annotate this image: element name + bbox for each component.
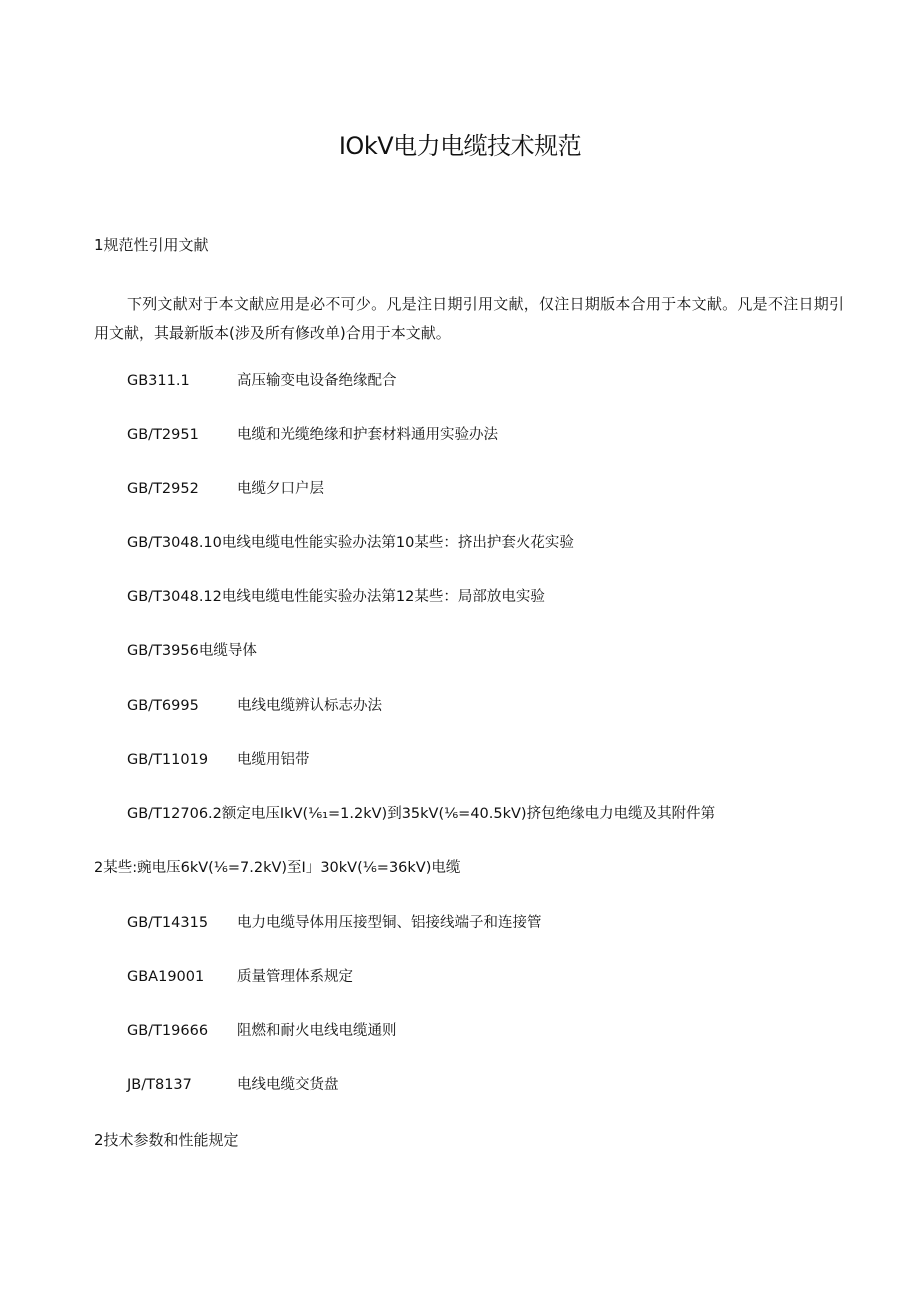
section-heading-normative-references: 1规范性引用文献 xyxy=(94,236,209,254)
reference-code: GB/T12706.2 xyxy=(127,806,222,822)
reference-code: GB/T3956 xyxy=(127,643,199,659)
reference-code: GB/T11019 xyxy=(127,752,209,768)
reference-item xyxy=(127,425,498,445)
reference-item xyxy=(127,641,257,661)
reference-code: GB/T14315 xyxy=(127,915,209,931)
reference-item xyxy=(127,479,324,499)
reference-title: 电线电缆电性能实验办法第10某些：挤出护套火花实验 xyxy=(221,535,574,551)
reference-title: 电缆用铝带 xyxy=(237,752,310,768)
reference-code: GBA19001 xyxy=(127,969,205,985)
reference-item xyxy=(127,967,353,987)
reference-title: 额定电压IkV(⅙₁=1.2kV)到35kV(⅙=40.5kV)挤包绝缘电力电缆及其附件第 xyxy=(221,806,716,822)
reference-item xyxy=(127,1021,397,1041)
reference-code: GB/T2952 xyxy=(127,481,199,497)
reference-title: 高压输变电设备绝缘配合 xyxy=(237,373,397,389)
reference-title: 电线电缆交货盘 xyxy=(237,1077,339,1093)
reference-title: 阻燃和耐火电线电缆通则 xyxy=(237,1023,397,1039)
reference-code: GB/T19666 xyxy=(127,1023,209,1039)
document-title: IOkV电力电缆技术规范 xyxy=(338,132,582,160)
reference-item xyxy=(127,533,574,553)
reference-item xyxy=(127,696,382,716)
reference-code: GB311.1 xyxy=(127,373,190,389)
reference-item xyxy=(127,1075,339,1095)
reference-code: GB/T2951 xyxy=(127,427,199,443)
reference-title: 电缆导体 xyxy=(198,643,257,659)
reference-item xyxy=(127,587,545,607)
reference-title: 质量管理体系规定 xyxy=(237,969,353,985)
section-heading-technical-parameters: 2技术参数和性能规定 xyxy=(94,1131,239,1149)
reference-title: 电缆和光缆绝缘和护套材料通用实验办法 xyxy=(237,427,498,443)
reference-item xyxy=(127,750,310,770)
reference-item xyxy=(127,913,542,933)
reference-code: JB/T8137 xyxy=(127,1077,192,1093)
reference-code: GB/T3048.10 xyxy=(127,535,222,551)
reference-code: GB/T6995 xyxy=(127,698,199,714)
reference-title: 电缆夕口户层 xyxy=(237,481,324,497)
intro-paragraph: 下列文献对于本文献应用是必不可少。凡是注日期引用文献，仅注日期版本合用于本文献。凡是不注日期引用文献，其最新版本(涉及所有修改单)合用于本文献。 xyxy=(94,295,844,342)
reference-title: 电力电缆导体用压接型铜、铝接线端子和连接管 xyxy=(237,915,542,931)
reference-title: 电线电缆电性能实验办法第12某些：局部放电实验 xyxy=(221,589,545,605)
reference-item xyxy=(127,371,397,391)
reference-code: GB/T3048.12 xyxy=(127,589,222,605)
reference-item xyxy=(127,804,715,824)
reference-title: 电线电缆辨认标志办法 xyxy=(237,698,382,714)
reference-continuation-line: 2某些:豌电压6kV(⅙=7.2kV)至I」30kV(⅙=36kV)电缆 xyxy=(94,860,461,876)
